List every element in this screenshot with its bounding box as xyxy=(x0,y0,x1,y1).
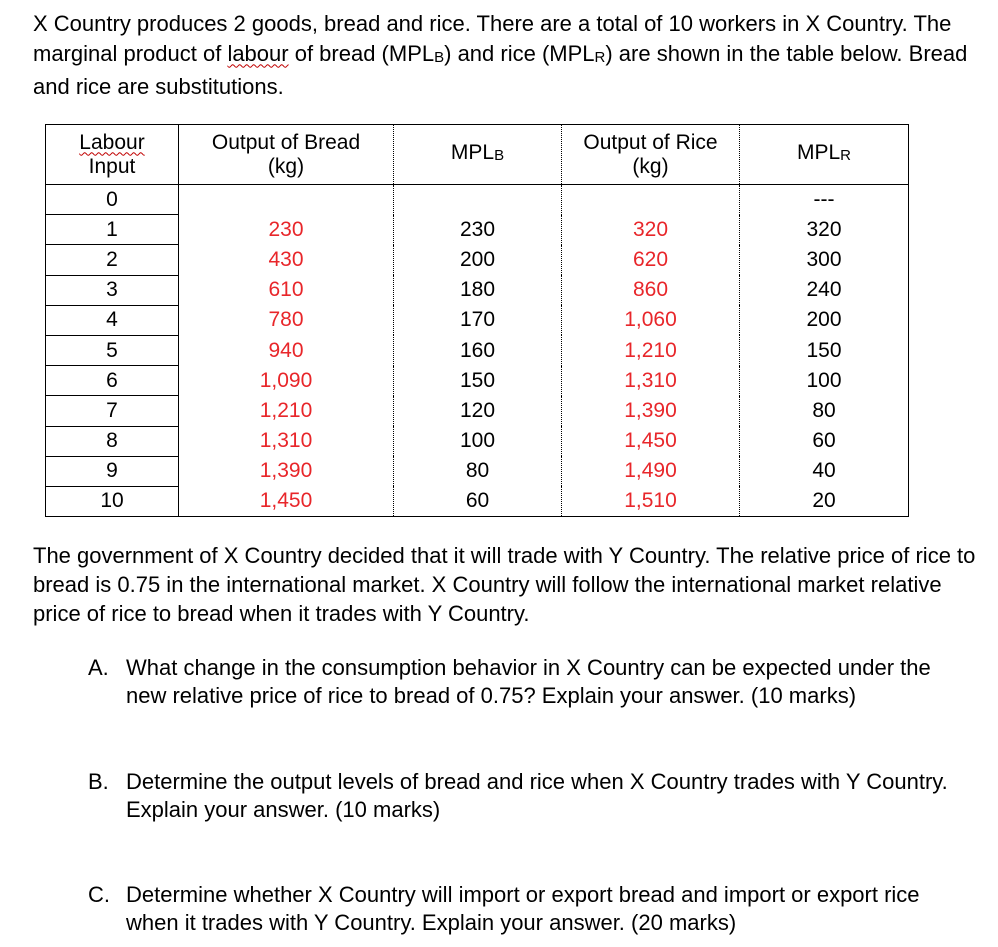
bread-output-cell: 940 xyxy=(179,335,394,365)
mplb-cell: 170 xyxy=(394,305,562,335)
table-row xyxy=(46,426,909,456)
table-row xyxy=(46,486,909,516)
bread-output-cell: 1,210 xyxy=(179,396,394,426)
mplb-cell: 230 xyxy=(394,215,562,245)
mplr-cell: 40 xyxy=(740,456,909,486)
header-mplr: $MPL_R$ xyxy=(740,125,909,185)
rice-output-cell: 1,310 xyxy=(562,366,740,396)
header-output-bread: Output of Bread (kg) xyxy=(179,125,394,185)
table-row xyxy=(46,396,909,426)
bread-output-cell: 1,310 xyxy=(179,426,394,456)
rice-output-cell: 860 xyxy=(562,275,740,305)
intro-text-1: X Country produces 2 goods, bread and rice. There are a total of 10 workers in X Country. The marginal product of xyxy=(33,11,952,66)
labour-cell: 10 xyxy=(46,486,179,516)
bread-output-cell: 230 xyxy=(179,215,394,245)
bread-output-cell: 780 xyxy=(179,305,394,335)
table-row xyxy=(46,335,909,365)
table-row xyxy=(46,366,909,396)
mpl-table xyxy=(45,124,909,517)
bread-output-cell: 1,390 xyxy=(179,456,394,486)
mplr-cell: 200 xyxy=(740,305,909,335)
table-header-row xyxy=(46,125,909,185)
mplb-cell: 200 xyxy=(394,245,562,275)
bread-output-cell: 1,090 xyxy=(179,366,394,396)
table-row xyxy=(46,275,909,305)
question-text: What change in the consumption behavior in X Country can be expected under the new relative price of rice to bread of 0.75? Explain your answer. (10 marks) xyxy=(126,655,931,708)
question-text: Determine whether X Country will import or export bread and import or export rice when it trades with Y Country. Explain your answer. (20 marks) xyxy=(126,882,920,935)
labour-cell: 8 xyxy=(46,426,179,456)
bread-output-cell: 1,450 xyxy=(179,486,394,516)
intro-subscript-r: R xyxy=(594,48,606,66)
rice-output-cell: 620 xyxy=(562,245,740,275)
mplr-cell: --- xyxy=(740,185,909,215)
rice-output-cell: 1,060 xyxy=(562,305,740,335)
mplb-cell xyxy=(394,185,562,215)
mplb-cell: 60 xyxy=(394,486,562,516)
mplr-cell: 150 xyxy=(740,335,909,365)
question-label: A. xyxy=(88,655,109,680)
rice-output-cell: 1,510 xyxy=(562,486,740,516)
mplr-cell: 60 xyxy=(740,426,909,456)
question-label: C. xyxy=(88,882,110,907)
header-mplb: $MPL_B$ xyxy=(394,125,562,185)
rice-output-cell: 1,450 xyxy=(562,426,740,456)
labour-cell: 5 xyxy=(46,335,179,365)
labour-cell: 4 xyxy=(46,305,179,335)
mplb-cell: 150 xyxy=(394,366,562,396)
rice-output-cell: 320 xyxy=(562,215,740,245)
question-a xyxy=(88,654,968,710)
rice-output-cell: 1,390 xyxy=(562,396,740,426)
bread-output-cell: 430 xyxy=(179,245,394,275)
trade-paragraph: The government of X Country decided that it will trade with Y Country. The relative price of rice to bread is 0.75 in the international market. X Country will follow the international market relative price of rice to bread when it trades with Y Country. xyxy=(33,543,976,626)
table-row xyxy=(46,305,909,335)
table-row xyxy=(46,215,909,245)
question-c xyxy=(88,881,968,937)
question-b xyxy=(88,768,968,824)
mplr-cell: 300 xyxy=(740,245,909,275)
rice-output-cell: 1,210 xyxy=(562,335,740,365)
labour-cell: 7 xyxy=(46,396,179,426)
rice-output-cell xyxy=(562,185,740,215)
header-output-rice: Output of Rice (kg) xyxy=(562,125,740,185)
header-labour-input: Labour Input xyxy=(46,125,179,185)
labour-cell: 9 xyxy=(46,456,179,486)
labour-cell: 2 xyxy=(46,245,179,275)
bread-output-cell: 610 xyxy=(179,275,394,305)
spellcheck-word: labour xyxy=(227,40,289,66)
mplr-cell: 100 xyxy=(740,366,909,396)
labour-cell: 0 xyxy=(46,185,179,215)
labour-cell: 6 xyxy=(46,366,179,396)
intro-text-2: of bread (MPL xyxy=(288,40,435,66)
mplb-cell: 160 xyxy=(394,335,562,365)
question-text: Determine the output levels of bread and rice when X Country trades with Y Country. Explain your answer. (10 marks) xyxy=(126,769,948,822)
labour-cell: 1 xyxy=(46,215,179,245)
labour-cell: 3 xyxy=(46,275,179,305)
question-label: B. xyxy=(88,769,109,794)
mplr-cell: 20 xyxy=(740,486,909,516)
question-list xyxy=(88,654,968,937)
table-row xyxy=(46,245,909,275)
intro-text-3: ) and rice (MPL xyxy=(444,40,595,66)
mplb-cell: 120 xyxy=(394,396,562,426)
mplr-cell: 320 xyxy=(740,215,909,245)
mplb-cell: 80 xyxy=(394,456,562,486)
mplb-cell: 180 xyxy=(394,275,562,305)
table-row xyxy=(46,456,909,486)
bread-output-cell xyxy=(179,185,394,215)
mplb-cell: 100 xyxy=(394,426,562,456)
mplr-cell: 80 xyxy=(740,396,909,426)
table-row xyxy=(46,185,909,215)
rice-output-cell: 1,490 xyxy=(562,456,740,486)
intro-text-4: ) are shown in the table below. Bread and rice are substitutions. xyxy=(33,40,968,99)
mplr-cell: 240 xyxy=(740,275,909,305)
intro-subscript-b: B xyxy=(434,48,445,66)
intro-paragraph xyxy=(33,9,978,102)
